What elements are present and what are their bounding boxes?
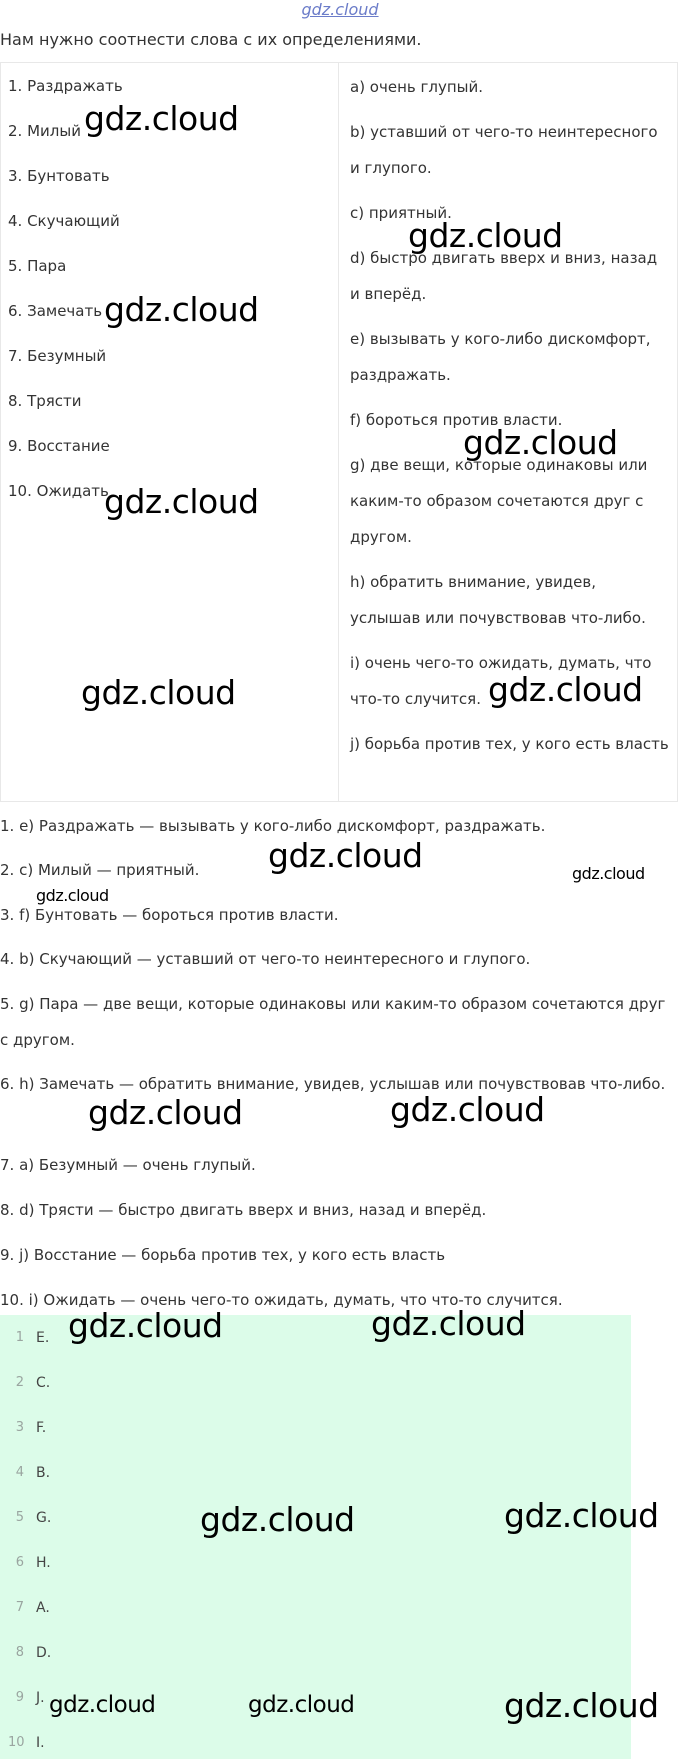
answer-line: 1. e) Раздражать — вызывать у кого-либо дискомфорт, раздражать.: [0, 817, 546, 835]
answer-key-letter: I.: [36, 1735, 45, 1751]
watermark: gdz.cloud: [88, 1093, 243, 1132]
watermark: gdz.cloud: [248, 1692, 355, 1718]
answer-line: 6. h) Замечать — обратить внимание, увидев, услышав или почувствовав что-либо.: [0, 1075, 666, 1093]
watermark: gdz.cloud: [49, 1692, 156, 1718]
watermark: gdz.cloud: [463, 423, 618, 462]
answer-key-number: 4: [15, 1465, 24, 1480]
definition-item: a) очень глупый.: [350, 78, 484, 96]
definition-item: e) вызывать у кого-либо дискомфорт, раздражать.: [350, 330, 651, 384]
definition-item: h) обратить внимание, увидев, услышав или почувствовав что-либо.: [350, 573, 646, 627]
answer-key-number: 10: [8, 1735, 25, 1750]
word-item: 1. Раздражать: [8, 77, 123, 95]
definition-item: f) бороться против власти.: [350, 411, 563, 429]
answer-line: 4. b) Скучающий — уставший от чего-то неинтересного и глупого.: [0, 950, 531, 968]
word-item: 7. Безумный: [8, 347, 107, 365]
answer-key-number: 5: [15, 1510, 24, 1525]
watermark: gdz.cloud: [81, 673, 236, 712]
definition-item: j) борьба против тех, у кого есть власть: [350, 735, 669, 753]
watermark: gdz.cloud: [104, 482, 259, 521]
watermark: gdz.cloud: [504, 1496, 659, 1535]
answer-line: 7. a) Безумный — очень глупый.: [0, 1156, 256, 1174]
word-item: 2. Милый: [8, 122, 81, 140]
answer-key-letter: J.: [36, 1690, 45, 1706]
answer-key-number: 9: [15, 1690, 24, 1705]
watermark: gdz.cloud: [104, 290, 259, 329]
answer-key-letter: G.: [36, 1510, 52, 1526]
answer-key-number: 7: [15, 1600, 24, 1615]
definition-item: g) две вещи, которые одинаковы или каким-то образом сочетаются друг с другом.: [350, 456, 648, 546]
watermark: gdz.cloud: [371, 1304, 526, 1343]
answer-line: 10. i) Ожидать — очень чего-то ожидать, думать, что что-то случится.: [0, 1291, 563, 1309]
answer-key-letter: E.: [36, 1330, 50, 1346]
answer-key-letter: C.: [36, 1375, 51, 1391]
answer-line: 2. c) Милый — приятный.: [0, 861, 200, 879]
watermark: gdz.cloud: [504, 1686, 659, 1725]
watermark: gdz.cloud: [408, 216, 563, 255]
definition-item: b) уставший от чего-то неинтересного и глупого.: [350, 123, 658, 177]
site-title[interactable]: gdz.cloud: [301, 0, 379, 19]
column-divider: [338, 63, 339, 801]
answer-key-letter: H.: [36, 1555, 51, 1571]
answer-key-letter: F.: [36, 1420, 47, 1436]
word-item: 6. Замечать: [8, 302, 103, 320]
answer-key-letter: D.: [36, 1645, 52, 1661]
answer-key-number: 3: [15, 1420, 24, 1435]
word-item: 5. Пара: [8, 257, 67, 275]
definition-item: d) быстро двигать вверх и вниз, назад и вперёд.: [350, 249, 658, 303]
answer-line: 5. g) Пара — две вещи, которые одинаковы или каким-то образом сочетаются друг с другом.: [0, 995, 666, 1049]
answer-line: 9. j) Восстание — борьба против тех, у кого есть власть: [0, 1246, 446, 1264]
watermark: gdz.cloud: [84, 99, 239, 138]
answer-key-number: 1: [15, 1330, 24, 1345]
answer-key-number: 2: [15, 1375, 24, 1390]
definition-item: c) приятный.: [350, 204, 452, 222]
answer-line: 8. d) Трясти — быстро двигать вверх и вниз, назад и вперёд.: [0, 1201, 487, 1219]
intro-text: Нам нужно соотнести слова с их определениями.: [0, 30, 422, 49]
answer-key-letter: A.: [36, 1600, 50, 1616]
word-item: 4. Скучающий: [8, 212, 120, 230]
watermark: gdz.cloud: [68, 1306, 223, 1345]
word-item: 9. Восстание: [8, 437, 110, 455]
answer-line: 3. f) Бунтовать — бороться против власти.: [0, 906, 339, 924]
answer-key-number: 6: [15, 1555, 24, 1570]
answer-key-letter: B.: [36, 1465, 51, 1481]
word-item: 10. Ожидать: [8, 482, 109, 500]
word-item: 8. Трясти: [8, 392, 82, 410]
watermark: gdz.cloud: [268, 836, 423, 875]
watermark: gdz.cloud: [390, 1090, 545, 1129]
watermark: gdz.cloud: [488, 670, 643, 709]
watermark: gdz.cloud: [36, 886, 109, 905]
answer-key-number: 8: [15, 1645, 24, 1660]
word-item: 3. Бунтовать: [8, 167, 110, 185]
definition-item: i) очень чего-то ожидать, думать, что что-то случится.: [350, 654, 652, 708]
watermark: gdz.cloud: [200, 1500, 355, 1539]
watermark: gdz.cloud: [572, 864, 645, 883]
